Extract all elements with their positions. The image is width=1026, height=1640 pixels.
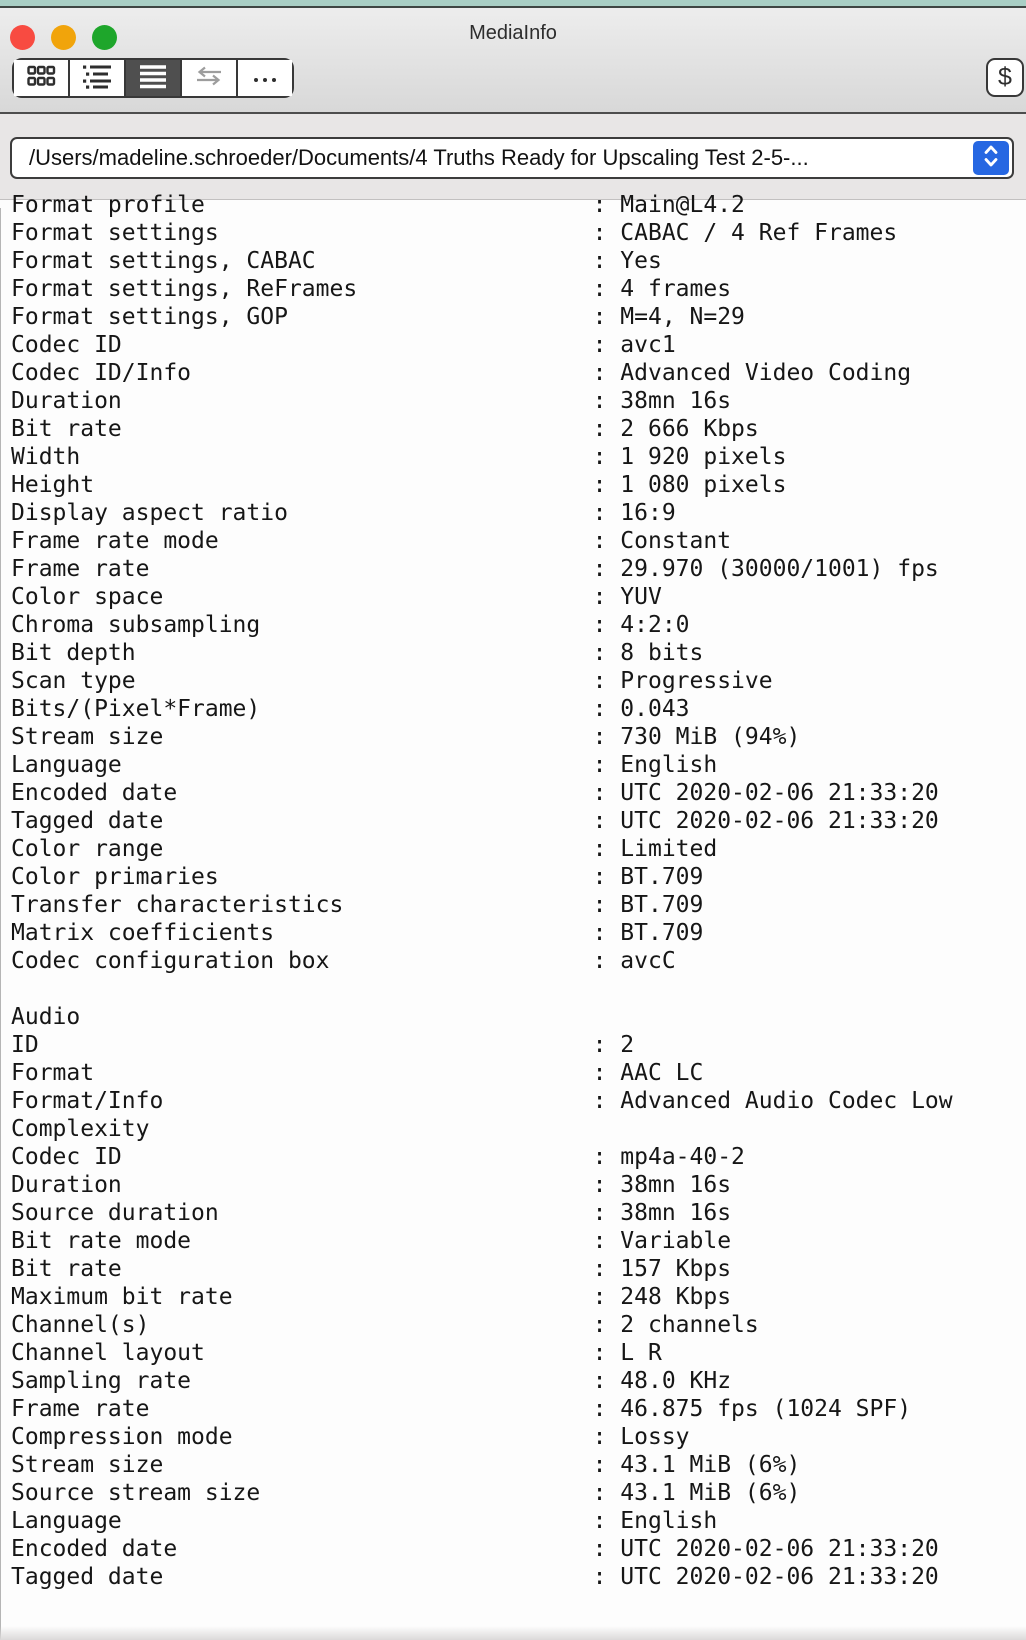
compare-button[interactable] [182, 60, 238, 96]
grid-view-icon [26, 64, 56, 93]
report-row: Format profile : Main@L4.2 [11, 192, 745, 218]
report-row: Codec ID : avc1 [11, 332, 676, 358]
report-row: Transfer characteristics : BT.709 [11, 892, 704, 918]
report-row: Complexity [11, 1116, 150, 1142]
text-view-button[interactable] [126, 60, 182, 96]
report-row: Codec ID : mp4a-40-2 [11, 1144, 745, 1170]
donate-button[interactable] [986, 58, 1024, 97]
report-row: Scan type : Progressive [11, 668, 773, 694]
report-row: Format/Info : Advanced Audio Codec Low [11, 1088, 953, 1114]
report-row: Source duration : 38mn 16s [11, 1200, 732, 1226]
report-row: Compression mode : Lossy [11, 1424, 690, 1450]
report-row: Channel(s) : 2 channels [11, 1312, 759, 1338]
report-row: Audio [11, 1004, 81, 1030]
report-row: Maximum bit rate : 248 Kbps [11, 1284, 732, 1310]
report-row: Format settings, CABAC : Yes [11, 248, 662, 274]
report-row: Encoded date : UTC 2020-02-06 21:33:20 [11, 780, 939, 806]
report-row: Height : 1 080 pixels [11, 472, 787, 498]
more-button[interactable] [238, 60, 292, 96]
report [11, 191, 1026, 1591]
report-row: Bits/(Pixel*Frame) : 0.043 [11, 696, 690, 722]
report-row: Color range : Limited [11, 836, 718, 862]
dollar-label: $ [998, 63, 1012, 91]
window-title: MediaInfo [469, 22, 557, 44]
report-row: Stream size : 730 MiB (94%) [11, 724, 801, 750]
text-view-icon [138, 63, 168, 94]
report-row: Tagged date : UTC 2020-02-06 21:33:20 [11, 1564, 939, 1590]
report-row: Stream size : 43.1 MiB (6%) [11, 1452, 801, 1478]
window-bottom-edge [0, 1626, 1026, 1640]
report-row: Codec configuration box : avcC [11, 948, 676, 974]
mediainfo-window [0, 6, 1026, 1640]
report-row: Codec ID/Info : Advanced Video Coding [11, 360, 912, 386]
file-path-dropdown[interactable] [10, 137, 1014, 179]
more-ellipsis-icon [251, 67, 279, 90]
minimize-button[interactable] [51, 25, 76, 50]
report-row: Bit rate : 2 666 Kbps [11, 416, 759, 442]
report-row: Duration : 38mn 16s [11, 388, 732, 414]
report-row: Frame rate mode : Constant [11, 528, 732, 554]
report-row: Channel layout : L R [11, 1340, 662, 1366]
view-mode-segmented-control [12, 58, 294, 98]
window-chrome [0, 8, 1026, 114]
report-row: Frame rate : 29.970 (30000/1001) fps [11, 556, 939, 582]
report-row: Bit rate : 157 Kbps [11, 1256, 732, 1282]
report-row: Format : AAC LC [11, 1060, 704, 1086]
report-scroll-area[interactable] [0, 192, 1026, 1640]
report-blank-row [11, 975, 1026, 1003]
compare-arrows-icon [194, 65, 224, 92]
file-path-value: /Users/madeline.schroeder/Documents/4 Truths Ready for Upscaling Test 2-5-... [29, 145, 809, 170]
report-row: Display aspect ratio : 16:9 [11, 500, 676, 526]
tree-view-button[interactable] [70, 60, 126, 96]
close-button[interactable] [10, 25, 35, 50]
report-row: Sampling rate : 48.0 KHz [11, 1368, 732, 1394]
report-row: Format settings : CABAC / 4 Ref Frames [11, 220, 898, 246]
traffic-lights [10, 25, 117, 50]
report-row: Color space : YUV [11, 584, 662, 610]
report-row: Encoded date : UTC 2020-02-06 21:33:20 [11, 1536, 939, 1562]
report-row: Language : English [11, 1508, 718, 1534]
report-row: Matrix coefficients : BT.709 [11, 920, 704, 946]
file-selector-bar [0, 114, 1026, 200]
report-row: Tagged date : UTC 2020-02-06 21:33:20 [11, 808, 939, 834]
report-row: Format settings, GOP : M=4, N=29 [11, 304, 745, 330]
report-row: Chroma subsampling : 4:2:0 [11, 612, 690, 638]
zoom-button[interactable] [92, 25, 117, 50]
chevron-up-down-icon [982, 143, 1000, 174]
report-row: Format settings, ReFrames : 4 frames [11, 276, 732, 302]
report-row: Color primaries : BT.709 [11, 864, 704, 890]
report-row: Source stream size : 43.1 MiB (6%) [11, 1480, 801, 1506]
tree-view-icon [81, 63, 113, 94]
report-row: Duration : 38mn 16s [11, 1172, 732, 1198]
dropdown-chevrons-button[interactable] [973, 141, 1009, 175]
report-row: Bit rate mode : Variable [11, 1228, 732, 1254]
report-row: Bit depth : 8 bits [11, 640, 704, 666]
report-row: Width : 1 920 pixels [11, 444, 787, 470]
grid-view-button[interactable] [14, 60, 70, 96]
report-row: Frame rate : 46.875 fps (1024 SPF) [11, 1396, 912, 1422]
report-row: Language : English [11, 752, 718, 778]
report-row: ID : 2 [11, 1032, 635, 1058]
